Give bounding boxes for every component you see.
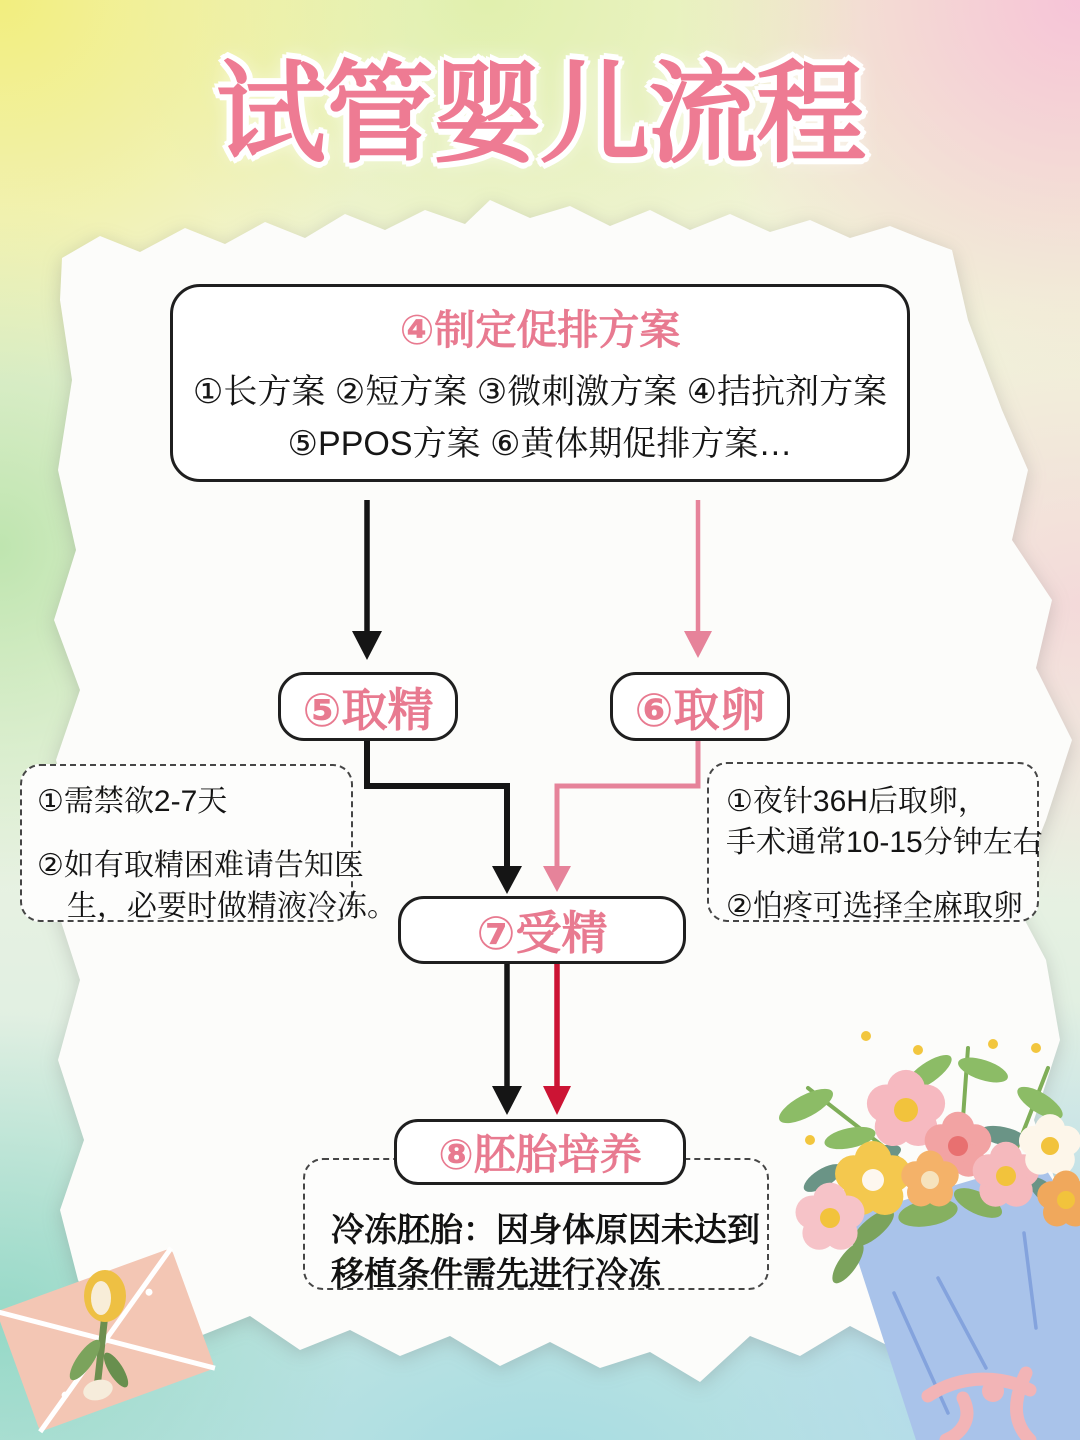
step6-box (610, 672, 790, 741)
step5-label: ⑤取精 (302, 683, 434, 736)
step4-option-line-2: ⑤PPOS方案 ⑥黄体期促排方案… (287, 424, 793, 463)
step7-label: ⑦受精 (476, 907, 608, 959)
page-title: 试管婴儿流程 (216, 53, 864, 176)
note-egg-line-3: ②怕疼可选择全麻取卵 (726, 890, 1023, 923)
note-sperm-line-2: ②如有取精困难请告知医 (37, 849, 364, 882)
note-embryo-line-1: 冷冻胚胎：因身体原因未达到 (331, 1211, 760, 1248)
note-sperm-line-1: ①需禁欲2-7天 (37, 785, 228, 818)
note-sperm-line-3: 生，必要时做精液冷冻。 (67, 890, 397, 923)
step4-box (170, 284, 910, 482)
note-egg-line-1: ①夜针36H后取卵， (726, 785, 988, 818)
step8-label: ⑧胚胎培养 (438, 1131, 642, 1178)
note-egg-box (707, 762, 1043, 923)
step4-option-line-1: ①长方案 ②短方案 ③微刺激方案 ④拮抗剂方案 (192, 372, 888, 411)
step5-box (278, 672, 458, 741)
step6-label: ⑥取卵 (634, 683, 766, 736)
note-embryo-line-2: 移植条件需先进行冷冻 (331, 1255, 661, 1292)
step8-box (394, 1119, 686, 1185)
note-egg-gap (726, 863, 1027, 886)
step4-heading: ④制定促排方案 (399, 306, 681, 353)
note-egg-line-2: 手术通常10-15分钟左右 (726, 826, 1043, 859)
note-sperm-box (20, 764, 397, 923)
note-sperm-gap (37, 822, 341, 845)
step7-box (398, 896, 686, 964)
